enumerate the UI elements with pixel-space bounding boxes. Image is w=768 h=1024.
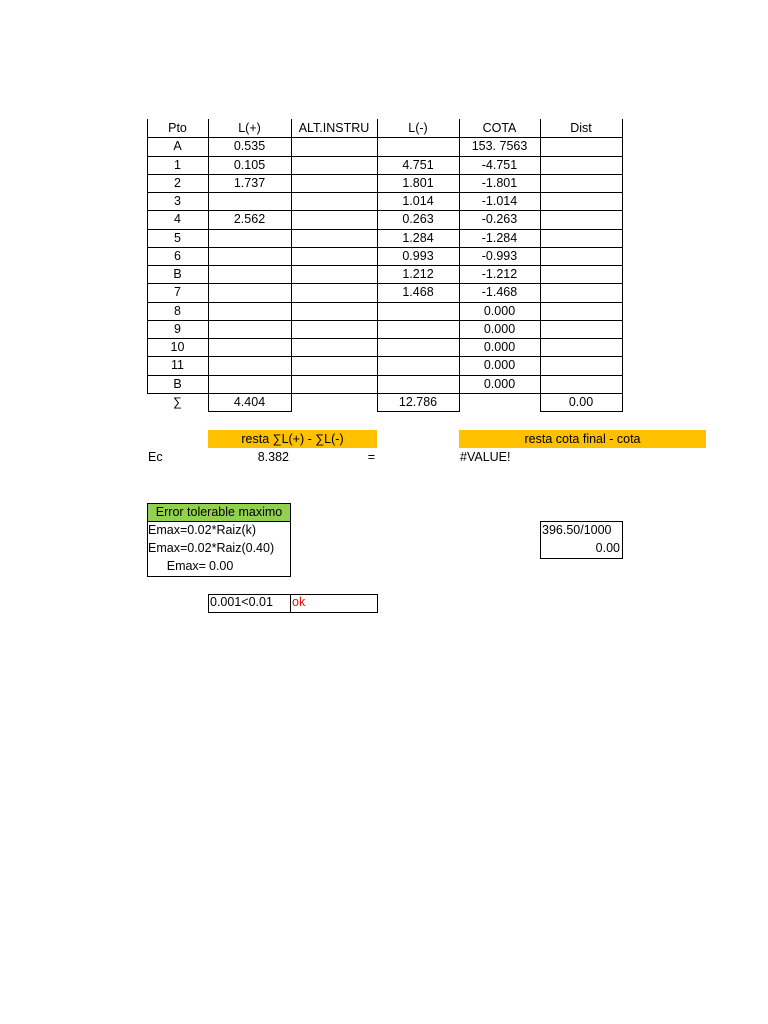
emax-result[interactable]: 0.00 <box>209 559 234 573</box>
cota-error-value[interactable]: #VALUE! <box>460 450 511 464</box>
cell-dist[interactable] <box>540 320 622 338</box>
cell-l-plus[interactable] <box>208 375 291 393</box>
row-line <box>147 356 623 357</box>
cell-dist[interactable] <box>540 192 622 210</box>
col-line <box>540 119 541 393</box>
col-line <box>459 119 460 393</box>
resta-sum-header[interactable]: resta ∑L(+) - ∑L(-) <box>208 430 377 448</box>
check-comparison[interactable]: 0.001<0.01 <box>210 595 273 609</box>
col-line <box>377 119 378 393</box>
cell-pto[interactable]: 3 <box>174 194 181 208</box>
cell-pto[interactable]: 8 <box>174 303 181 318</box>
cell-pto[interactable]: 6 <box>174 248 181 263</box>
cell-alt-instru[interactable] <box>291 356 377 374</box>
cell-l-minus[interactable] <box>377 375 459 393</box>
cell-l-plus[interactable] <box>208 192 291 210</box>
cell-alt-instru[interactable] <box>291 320 377 338</box>
resta-cota-header[interactable]: resta cota final - cota <box>459 430 706 448</box>
cell-pto[interactable]: 10 <box>170 340 185 354</box>
cell-alt-instru[interactable] <box>291 137 377 155</box>
cell-dist[interactable] <box>540 265 622 283</box>
error-tolerable-label: Error tolerable maximo <box>155 505 283 519</box>
cell-l-minus[interactable]: 1.014 <box>402 194 434 208</box>
cell-pto[interactable]: B <box>173 376 182 391</box>
cell-dist[interactable] <box>540 375 622 393</box>
ec-equals[interactable]: = <box>367 450 375 464</box>
cell-cota[interactable]: 0.000 <box>483 358 516 373</box>
cell-alt-instru[interactable] <box>291 283 377 301</box>
cell-dist[interactable] <box>540 247 622 265</box>
cell-alt-instru[interactable] <box>291 229 377 247</box>
cell-l-plus[interactable]: 0.105 <box>233 157 266 172</box>
header-alt-instru[interactable]: ALT.INSTRU <box>298 121 370 135</box>
cell-alt-instru[interactable] <box>291 265 377 283</box>
cell-cota[interactable]: 0.000 <box>483 340 516 354</box>
emax-label[interactable]: Emax= <box>166 559 206 573</box>
distance-formula[interactable]: 396.50/1000 <box>542 523 612 537</box>
cell-alt-instru[interactable] <box>291 338 377 356</box>
sum-cell-border <box>540 393 623 412</box>
sum-symbol[interactable]: ∑ <box>173 394 182 409</box>
cell-l-plus[interactable]: 1.737 <box>233 175 266 190</box>
cell-l-plus[interactable] <box>208 229 291 247</box>
cell-l-plus[interactable] <box>208 356 291 374</box>
cell-l-minus[interactable] <box>377 302 459 320</box>
sum-dist[interactable]: 0.00 <box>568 394 594 409</box>
cell-cota[interactable]: 0.000 <box>483 303 516 318</box>
distance-result[interactable]: 0.00 <box>595 541 620 555</box>
cell-dist[interactable] <box>540 356 622 374</box>
cell-alt-instru[interactable] <box>291 174 377 192</box>
cell-l-minus[interactable]: 0.993 <box>402 248 434 263</box>
header-l-plus[interactable]: L(+) <box>238 121 261 135</box>
cell-cota[interactable]: -1.284 <box>481 230 518 245</box>
cell-pto[interactable]: 11 <box>171 358 184 373</box>
ec-value[interactable]: 8.382 <box>257 450 289 464</box>
cell-l-minus[interactable]: 0.263 <box>402 212 434 227</box>
cell-l-minus[interactable] <box>377 320 459 338</box>
row-line <box>147 283 623 284</box>
emax-formula-value[interactable]: Emax=0.02*Raiz(0.40) <box>148 541 275 555</box>
row-line <box>147 320 623 321</box>
cell-l-plus[interactable] <box>208 302 291 320</box>
cell-l-plus[interactable] <box>208 338 291 356</box>
row-line <box>147 174 623 175</box>
cell-pto[interactable]: B <box>173 267 182 281</box>
cell-alt-instru[interactable] <box>291 302 377 320</box>
header-l-minus[interactable]: L(-) <box>408 121 428 135</box>
cell-alt-instru[interactable] <box>291 156 377 174</box>
sum-l-minus[interactable]: 12.786 <box>398 394 438 409</box>
cell-cota[interactable]: -0.993 <box>481 248 518 263</box>
row-line <box>147 375 623 376</box>
cell-dist[interactable] <box>540 137 622 155</box>
cell-dist[interactable] <box>540 283 622 301</box>
cell-dist[interactable] <box>540 229 622 247</box>
row-line <box>147 210 623 211</box>
cell-l-plus[interactable]: 2.562 <box>233 212 266 227</box>
check-status[interactable]: ok <box>292 595 306 609</box>
cell-l-minus[interactable]: 1.212 <box>402 267 434 281</box>
cell-cota[interactable]: 0.000 <box>483 376 516 391</box>
cell-pto[interactable]: 7 <box>174 285 181 300</box>
emax-formula-general[interactable]: Emax=0.02*Raiz(k) <box>148 523 257 537</box>
cell-alt-instru[interactable] <box>291 192 377 210</box>
row-line <box>147 137 623 138</box>
sum-cell-border <box>208 393 292 412</box>
cell-l-minus[interactable]: 1.284 <box>402 230 434 245</box>
cell-cota[interactable]: -1.801 <box>481 175 518 190</box>
cell-cota[interactable]: -1.014 <box>481 194 518 208</box>
cell-alt-instru[interactable] <box>291 210 377 228</box>
cell-pto[interactable]: 5 <box>174 230 181 245</box>
cell-cota[interactable]: 153. 7563 <box>471 139 528 154</box>
cell-dist[interactable] <box>540 338 622 356</box>
cell-alt-instru[interactable] <box>291 375 377 393</box>
cell-dist[interactable] <box>540 302 622 320</box>
cell-l-minus[interactable] <box>377 137 459 155</box>
cell-pto[interactable]: 9 <box>174 321 181 336</box>
col-line <box>147 119 148 393</box>
row-line <box>147 229 623 230</box>
cell-cota[interactable]: -1.212 <box>481 267 518 281</box>
cell-l-plus[interactable] <box>208 283 291 301</box>
col-line <box>208 119 209 393</box>
header-dist[interactable]: Dist <box>570 121 592 135</box>
cell-dist[interactable] <box>540 210 622 228</box>
cell-cota[interactable]: -4.751 <box>481 157 518 172</box>
col-line <box>622 119 623 393</box>
sum-cell-border <box>377 393 460 412</box>
row-line <box>147 156 623 157</box>
error-tolerable-header[interactable] <box>147 503 291 522</box>
cell-cota[interactable]: 0.000 <box>483 321 516 336</box>
cell-l-minus[interactable]: 1.468 <box>402 285 434 300</box>
header-cota[interactable]: COTA <box>482 121 517 135</box>
cell-pto[interactable]: 2 <box>174 175 181 190</box>
cell-l-minus[interactable] <box>377 338 459 356</box>
cell-pto[interactable]: 1 <box>174 157 181 172</box>
cell-l-plus[interactable]: 0.535 <box>233 139 266 154</box>
cell-l-minus[interactable] <box>377 356 459 374</box>
cell-l-plus[interactable] <box>208 320 291 338</box>
cell-l-minus[interactable]: 1.801 <box>402 175 434 190</box>
row-line <box>147 338 623 339</box>
cell-l-plus[interactable] <box>208 265 291 283</box>
row-line <box>147 302 623 303</box>
row-line <box>147 265 623 266</box>
cell-cota[interactable]: -1.468 <box>481 285 518 300</box>
cell-pto[interactable]: 4 <box>174 212 181 227</box>
sum-l-plus[interactable]: 4.404 <box>233 394 266 409</box>
cell-cota[interactable]: -0.263 <box>481 212 518 227</box>
cell-alt-instru[interactable] <box>291 247 377 265</box>
cell-l-minus[interactable]: 4.751 <box>402 157 434 172</box>
ec-label[interactable]: Ec <box>148 450 163 464</box>
header-pto[interactable]: Pto <box>168 121 187 135</box>
cell-pto[interactable]: A <box>173 139 182 154</box>
col-line <box>291 119 292 393</box>
cell-l-plus[interactable] <box>208 247 291 265</box>
row-line <box>147 192 623 193</box>
cell-dist[interactable] <box>540 174 622 192</box>
cell-dist[interactable] <box>540 156 622 174</box>
row-line <box>147 247 623 248</box>
